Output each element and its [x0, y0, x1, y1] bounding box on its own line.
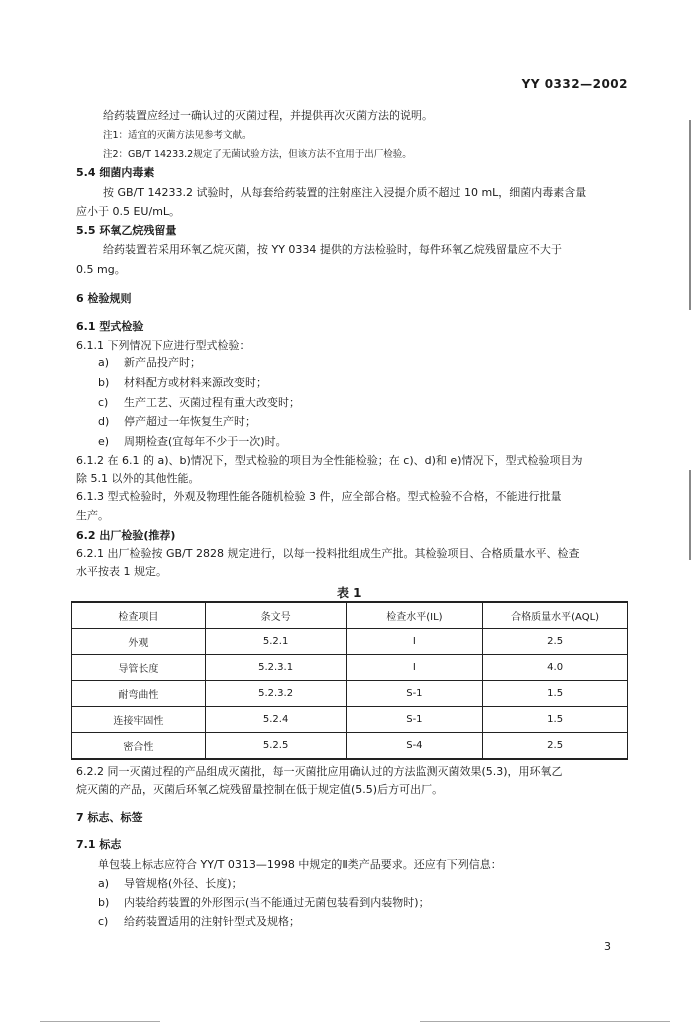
section-5-4-heading: 5.4 细菌内毒素 [76, 166, 155, 179]
scan-bottom-mark [40, 1021, 160, 1022]
table-header-cell: 合格质量水平(AQL) [483, 602, 628, 629]
table-header-cell: 条文号 [205, 602, 346, 629]
section-5-5-heading: 5.5 环氧乙烷残留量 [76, 224, 177, 237]
scan-bottom-mark [420, 1021, 670, 1022]
clause-6-1-2-line-1: 6.1.2 在 6.1 的 a)、b)情况下，型式检验的项目为全性能检验；在 c)、d)和 e)情况下，型式检验项目为 [76, 454, 583, 467]
table-cell: 5.2.1 [205, 629, 346, 655]
list-item: 停产超过一年恢复生产时； [124, 415, 256, 428]
clause-6-2-1-line-2: 水平按表 1 规定。 [76, 565, 167, 578]
clause-6-2-2-line-1: 6.2.2 同一灭菌过程的产品组成灭菌批，每一灭菌批应用确认过的方法监测灭菌效果(5.3)，用环氧乙 [76, 765, 563, 778]
table-cell: 5.2.3.1 [205, 655, 346, 681]
list-item-marker: c) [98, 396, 109, 409]
table-header-row [72, 602, 628, 629]
list-item-marker: b) [98, 896, 110, 909]
table-row [72, 681, 628, 707]
note-2: 注2：GB/T 14233.2规定了无菌试验方法，但该方法不宜用于出厂检验。 [103, 149, 412, 160]
scan-edge-mark [689, 120, 691, 310]
table-cell: 1.5 [483, 707, 628, 733]
table-cell: 连接牢固性 [72, 707, 206, 733]
list-item: 生产工艺、灭菌过程有重大改变时； [124, 396, 300, 409]
section-5-5-line-2: 0.5 mg。 [76, 263, 126, 276]
section-7-1-heading: 7.1 标志 [76, 838, 122, 851]
list-item: 周期检查(宜每年不少于一次)时。 [124, 435, 287, 448]
list-item: 给药装置适用的注射针型式及规格； [124, 915, 300, 928]
table-cell: 5.2.3.2 [205, 681, 346, 707]
scan-edge-mark [689, 470, 691, 560]
list-item: 材料配方或材料来源改变时； [124, 376, 267, 389]
table-cell: 导管长度 [72, 655, 206, 681]
table-cell: 密合性 [72, 733, 206, 760]
inspection-table [71, 601, 628, 760]
table-cell: 外观 [72, 629, 206, 655]
section-7-1-intro: 单包装上标志应符合 YY/T 0313—1998 中规定的Ⅱ类产品要求。还应有下列信息： [98, 858, 502, 871]
section-7-heading: 7 标志、标签 [76, 811, 143, 824]
list-item: 导管规格(外径、长度)； [124, 877, 243, 890]
table-cell: S-1 [346, 707, 483, 733]
table-cell: 耐弯曲性 [72, 681, 206, 707]
clause-6-1-3-line-2: 生产。 [76, 509, 109, 522]
table-header-cell: 检查水平(IL) [346, 602, 483, 629]
section-6-1-heading: 6.1 型式检验 [76, 320, 144, 333]
section-5-4-line-1: 按 GB/T 14233.2 试验时，从每套给药装置的注射座注入浸提介质不超过 10 mL，细菌内毒素含量 [103, 186, 587, 199]
table-cell: 1.5 [483, 681, 628, 707]
note-1: 注1：适宜的灭菌方法见参考文献。 [103, 130, 252, 141]
clause-6-2-2-line-2: 烷灭菌的产品，灭菌后环氧乙烷残留量控制在低于规定值(5.5)后方可出厂。 [76, 783, 444, 796]
list-item-marker: c) [98, 915, 109, 928]
clause-6-1-2-line-2: 除 5.1 以外的其他性能。 [76, 472, 200, 485]
clause-6-2-1-line-1: 6.2.1 出厂检验按 GB/T 2828 规定进行，以每一投料批组成生产批。其检验项目、合格质量水平、检查 [76, 547, 580, 560]
list-item-marker: a) [98, 356, 110, 369]
table-row [72, 733, 628, 760]
list-item-marker: d) [98, 415, 110, 428]
section-6-2-heading: 6.2 出厂检验(推荐) [76, 529, 176, 542]
table-header-cell: 检查项目 [72, 602, 206, 629]
list-item-marker: a) [98, 877, 110, 890]
page-number: 3 [604, 940, 611, 953]
list-item: 新产品投产时； [124, 356, 201, 369]
table-cell: 5.2.5 [205, 733, 346, 760]
table-cell: 4.0 [483, 655, 628, 681]
table-title: 表 1 [337, 586, 362, 600]
table-row [72, 629, 628, 655]
table-cell: 5.2.4 [205, 707, 346, 733]
clause-6-1-1: 6.1.1 下列情况下应进行型式检验： [76, 339, 251, 352]
section-5-5-line-1: 给药装置若采用环氧乙烷灭菌，按 YY 0334 提供的方法检验时，每件环氧乙烷残留量应不大于 [103, 243, 562, 256]
standard-id: YY 0332—2002 [521, 77, 628, 91]
section-5-4-line-2: 应小于 0.5 EU/mL。 [76, 205, 181, 218]
table-cell: S-4 [346, 733, 483, 760]
table-cell: I [346, 655, 483, 681]
table-cell: I [346, 629, 483, 655]
table-cell: 2.5 [483, 629, 628, 655]
table-row [72, 655, 628, 681]
table-cell: S-1 [346, 681, 483, 707]
intro-text: 给药装置应经过一确认过的灭菌过程，并提供再次灭菌方法的说明。 [103, 109, 433, 122]
section-6-heading: 6 检验规则 [76, 292, 132, 305]
list-item: 内装给药装置的外形图示(当不能通过无菌包装看到内装物时)； [124, 896, 430, 909]
list-item-marker: e) [98, 435, 110, 448]
table-row [72, 707, 628, 733]
table-cell: 2.5 [483, 733, 628, 760]
clause-6-1-3-line-1: 6.1.3 型式检验时，外观及物理性能各随机检验 3 件，应全部合格。型式检验不合格，不能进行批量 [76, 490, 562, 503]
list-item-marker: b) [98, 376, 110, 389]
